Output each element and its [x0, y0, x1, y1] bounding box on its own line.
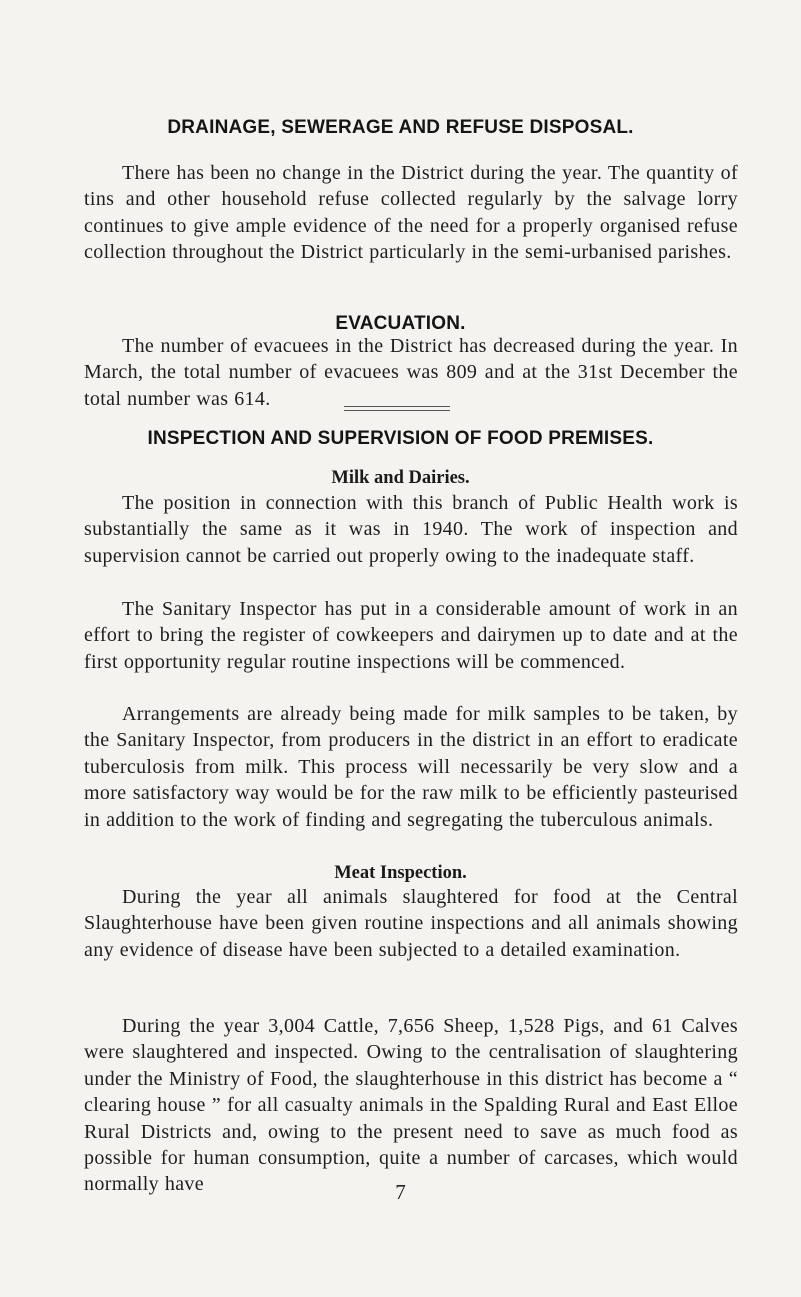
- drainage-paragraph: There has been no change in the District during the year. The quantity of tins and other household refuse collected regularly by the salvage lorry continues to give ample evidence of the need for a properly organised refuse collection throughout the District particularly in the semi-urbanised parishes.: [84, 162, 738, 264]
- meat-paragraph-2: During the year 3,004 Cattle, 7,656 Sheep, 1,528 Pigs, and 61 Calves were slaughtered and inspected. Owing to the centralisation of slaughtering under the Ministry of Food, the slaughterhouse in this district has become a “ clearing house ” for all casualty animals in the Spalding Rural and East Elloe Rural Districts and, owing to the present need to save as much food as possible for human consumption, quite a number of carcases, which would normally have: [84, 1015, 738, 1196]
- meat-paragraph-1: During the year all animals slaughtered for food at the Central Slaughterhouse have been given routine inspections and all animals showing any evidence of disease have been subjected to a detailed examination.: [84, 886, 738, 961]
- page-number: 7: [395, 1180, 406, 1204]
- evacuation-heading: EVACUATION.: [335, 313, 466, 334]
- evacuation-paragraph: The number of evacuees in the District has decreased during the year. In March, the total number of evacuees was 809 and at the 31st December the total number was 614.: [84, 335, 738, 410]
- milk-dairies-subheading: Milk and Dairies.: [331, 468, 470, 488]
- food-premises-heading: INSPECTION AND SUPERVISION OF FOOD PREMISES.: [147, 428, 654, 449]
- meat-inspection-subheading: Meat Inspection.: [334, 863, 467, 883]
- milk-paragraph-1: The position in connection with this branch of Public Health work is substantially the same as it was in 1940. The work of inspection and supervision cannot be carried out properly owing to the inadequate staff.: [84, 492, 738, 567]
- milk-paragraph-3: Arrangements are already being made for milk samples to be taken, by the Sanitary Inspector, from producers in the district in an effort to eradicate tuberculosis from milk. This process will necessarily be very slow and a more satisfactory way would be for the raw milk to be efficiently pasteurised in addition to the work of finding and segregating the tuberculous animals.: [84, 703, 738, 831]
- section-divider-rule: [344, 406, 450, 407]
- drainage-heading: DRAINAGE, SEWERAGE AND REFUSE DISPOSAL.: [167, 117, 634, 138]
- section-divider-rule: [344, 410, 450, 411]
- milk-paragraph-2: The Sanitary Inspector has put in a considerable amount of work in an effort to bring the register of cowkeepers and dairymen up to date and at the first opportunity regular routine inspections will be commenced.: [84, 598, 738, 673]
